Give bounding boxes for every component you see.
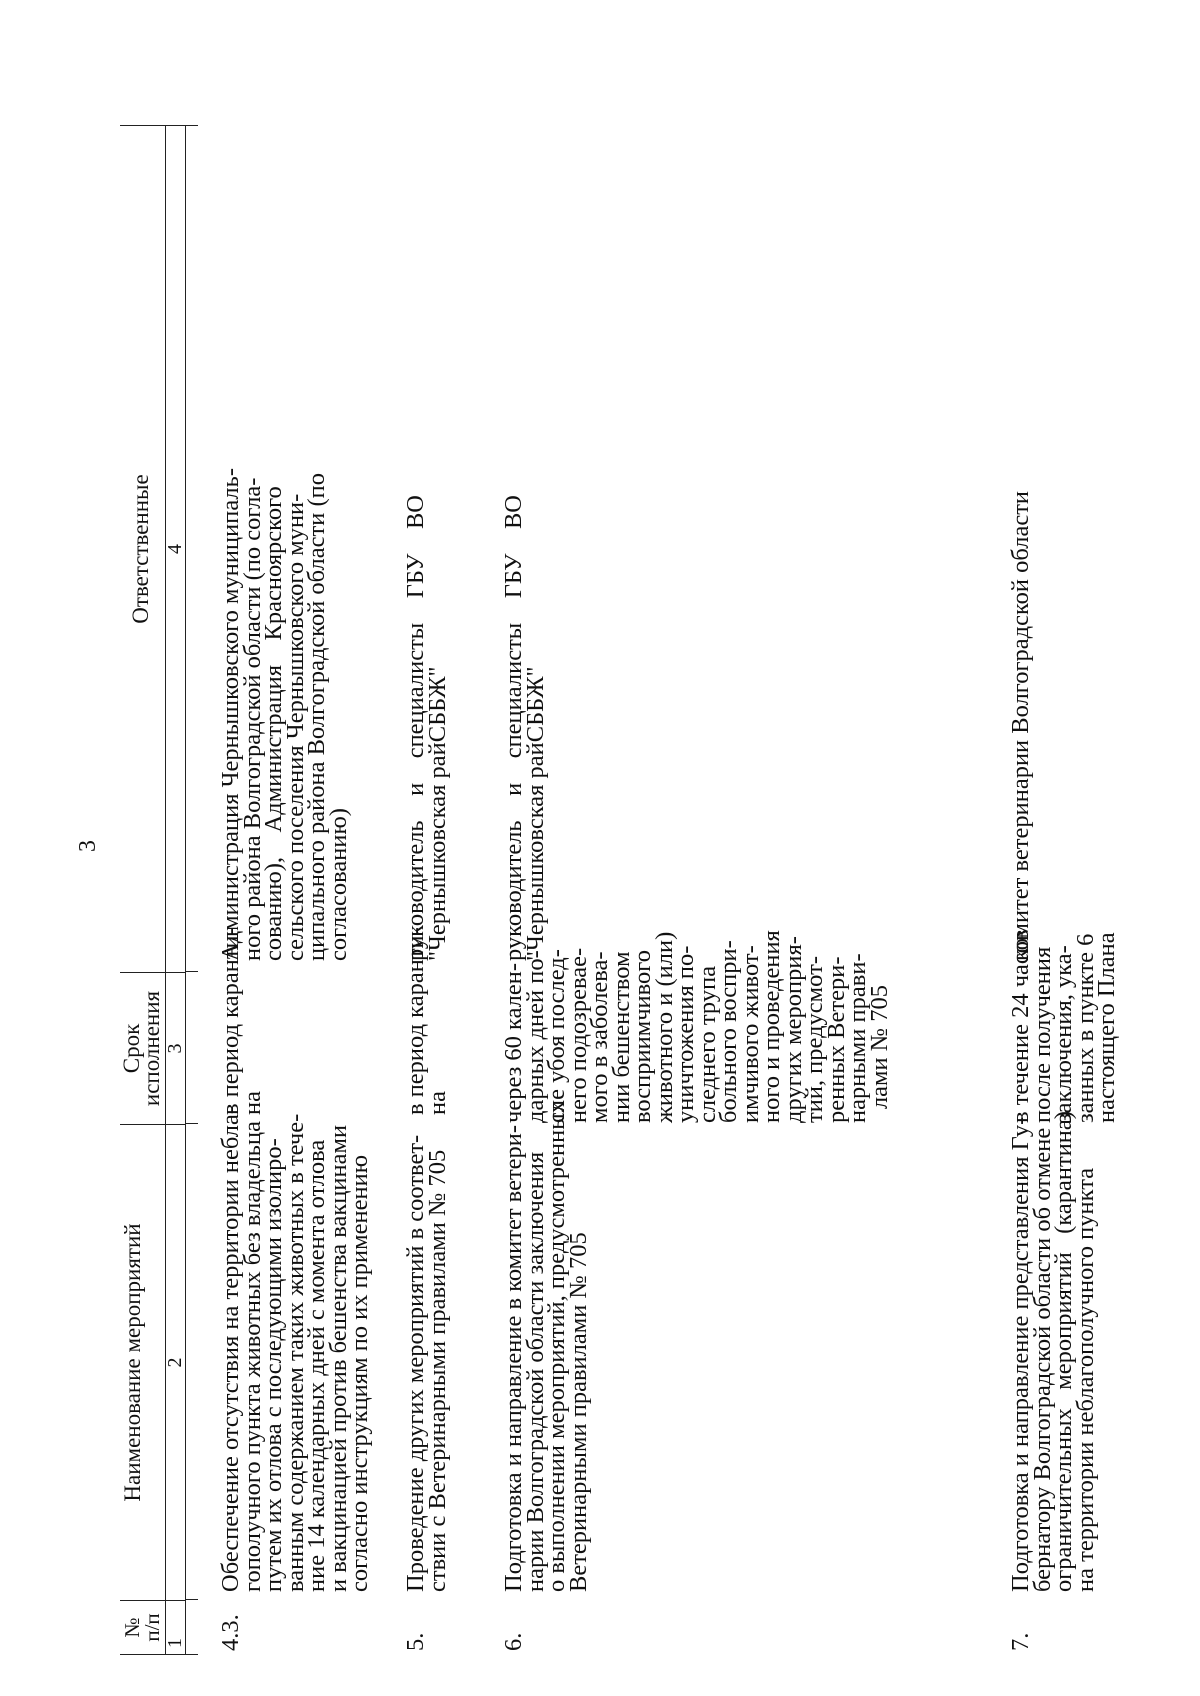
- column-number-3: 3: [166, 972, 186, 1124]
- row-number: 5.: [402, 1632, 429, 1651]
- column-divider: [186, 1123, 198, 1124]
- responsible: комитет ветеринарии Волгоградской области: [1007, 490, 1034, 961]
- deadline: в период каранти- на: [402, 927, 451, 1115]
- column-divider: [186, 125, 198, 126]
- header-no: № п/п: [120, 1600, 166, 1655]
- deadline: в период каранти- на: [217, 927, 266, 1115]
- row-number: 7.: [1007, 1632, 1034, 1651]
- column-divider: [186, 1599, 198, 1600]
- column-number-2: 2: [166, 1124, 186, 1600]
- row-number: 6.: [500, 1632, 527, 1651]
- header-name: Наименование мероприятий: [120, 1124, 166, 1600]
- rotated-page: [119, 125, 1120, 1655]
- column-number-1: 1: [166, 1600, 186, 1655]
- measure-name: Проведение других мероприятий в соответ- ствии с Ветеринарными правилами № 705: [402, 1134, 451, 1592]
- column-number-4: 4: [166, 125, 186, 972]
- responsible: руководитель и специалисты ГБУ ВО "Чернышковская райСББЖ": [500, 494, 549, 961]
- row-number: 4.3.: [217, 1614, 244, 1651]
- measure-name: Обеспечение отсутствия на территории небла- гополучного пункта животных без владельца путем их отлова с последующими изолиро- ванным содержанием таких животных в тече- ние 14 календарных дней с момента отлова и вакцинацией против бешенства вакцинами согласно инструкциям по их применению: [217, 1105, 373, 1592]
- column-divider: [186, 1654, 198, 1655]
- header-responsible: Ответственные: [120, 125, 166, 972]
- deadline: в течение 24 часов после получения заключения, ука- занных в пункте 6 настоящего Плана: [1007, 929, 1120, 1123]
- header-deadline: Срок исполнения: [120, 972, 166, 1124]
- deadline: через 60 кален- дарных дней по- сле убоя послед- него подозревае- мого в заболева- нии бешенством восприимчивого животного и (или) уничтожения по- следнего трупа больного воспри- имчивого живот- ного и проведения других мероприя- тий, предусмот- ренных Ветери- нарными прави- лами № 705: [500, 930, 893, 1123]
- responsible: руководитель и специалисты ГБУ ВО "Чернышковская райСББЖ": [402, 494, 451, 961]
- measures-table: [119, 125, 1120, 1655]
- column-divider: [186, 971, 198, 972]
- measure-name: Подготовка и направление в комитет ветери- нарии Волгоградской области заключения о выполнении мероприятий, предусмотренных Ветеринарными правилами № 705: [500, 1101, 592, 1592]
- page-number: 3: [75, 840, 101, 852]
- measure-name: Подготовка и направление представления Гу- бернатору Волгоградской области об отмене ограничительных мероприятий (карантина) на территории неблагополучного пункта: [1007, 1111, 1099, 1592]
- responsible: Администрация Чернышковского муниципаль- ного района Волгоградской области (по согла- сованию), Администрация Красноярского сельского поселения Чернышковского муни- ципального района Волгоградской области (по согласованию): [217, 468, 352, 961]
